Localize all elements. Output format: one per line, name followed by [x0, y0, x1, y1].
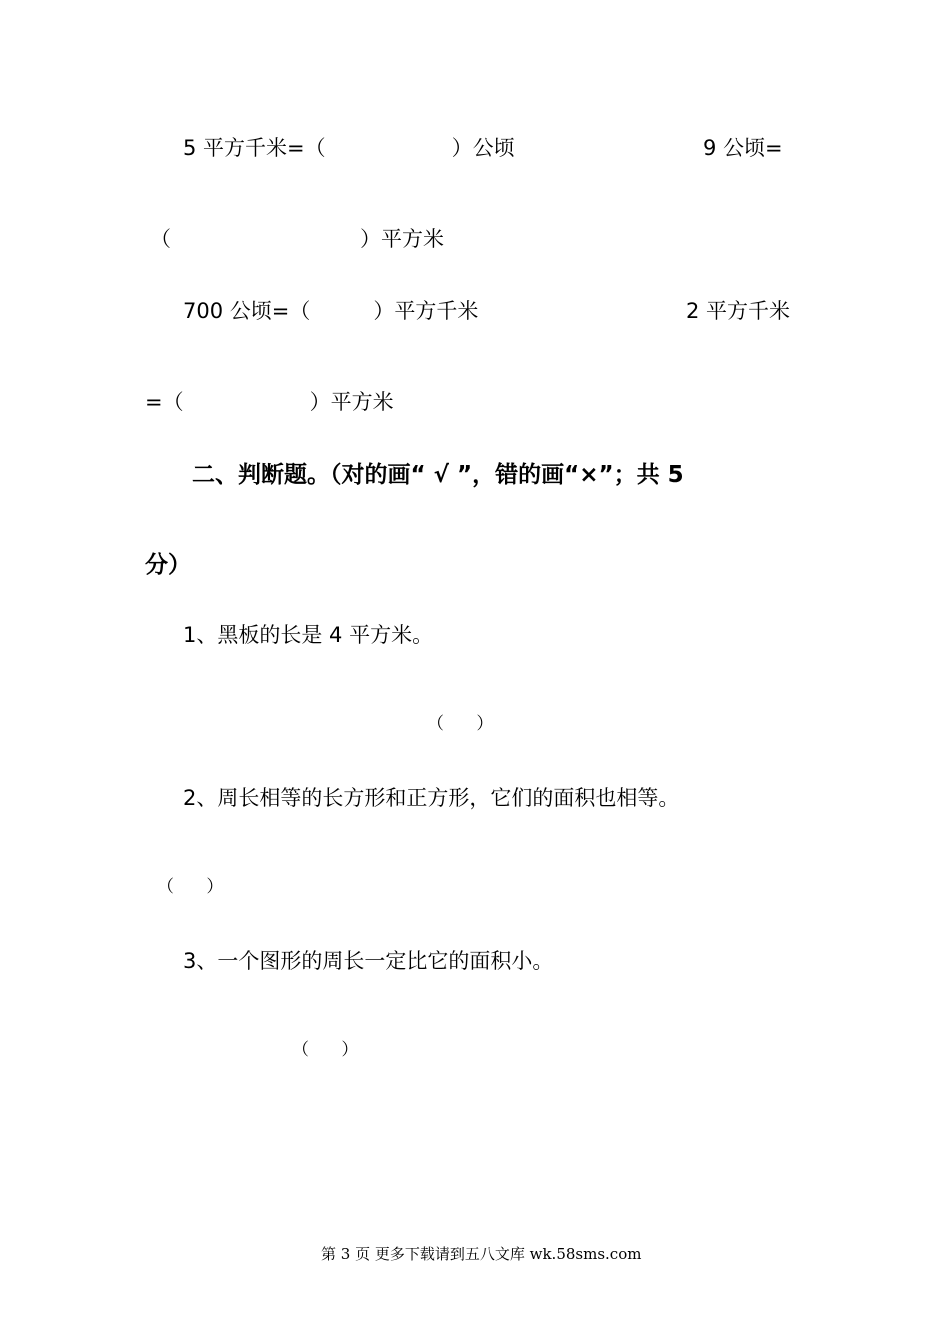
question-2-text: 2、周长相等的长方形和正方形，它们的面积也相等。 [183, 786, 680, 810]
question-3-answer-blank: （ ） [292, 1040, 359, 1060]
fill-in-line-2: （ ）平方米 [150, 227, 444, 251]
question-2-answer-blank: （ ） [157, 877, 224, 897]
question-3-text: 3、一个图形的周长一定比它的面积小。 [183, 949, 554, 973]
question-1-answer-blank: （ ） [427, 714, 494, 734]
fill-in-line-4: =（ ）平方米 [145, 390, 394, 414]
fill-in-line-1a: 5 平方千米=（ ）公顷 [183, 136, 515, 160]
fill-in-line-1b: 9 公顷= [703, 136, 783, 160]
fill-in-line-3a: 700 公顷=（ ）平方千米 [183, 299, 479, 323]
page-footer: 第 3 页 更多下载请到五八文库 wk.58sms.com [321, 1245, 642, 1263]
question-1-text: 1、黑板的长是 4 平方米。 [183, 623, 434, 647]
section-heading: 二、判断题。（对的画“ √ ”，错的画“×”；共 5 [192, 462, 684, 488]
section-heading-continued: 分） [145, 552, 191, 578]
fill-in-line-3b: 2 平方千米 [686, 299, 791, 323]
